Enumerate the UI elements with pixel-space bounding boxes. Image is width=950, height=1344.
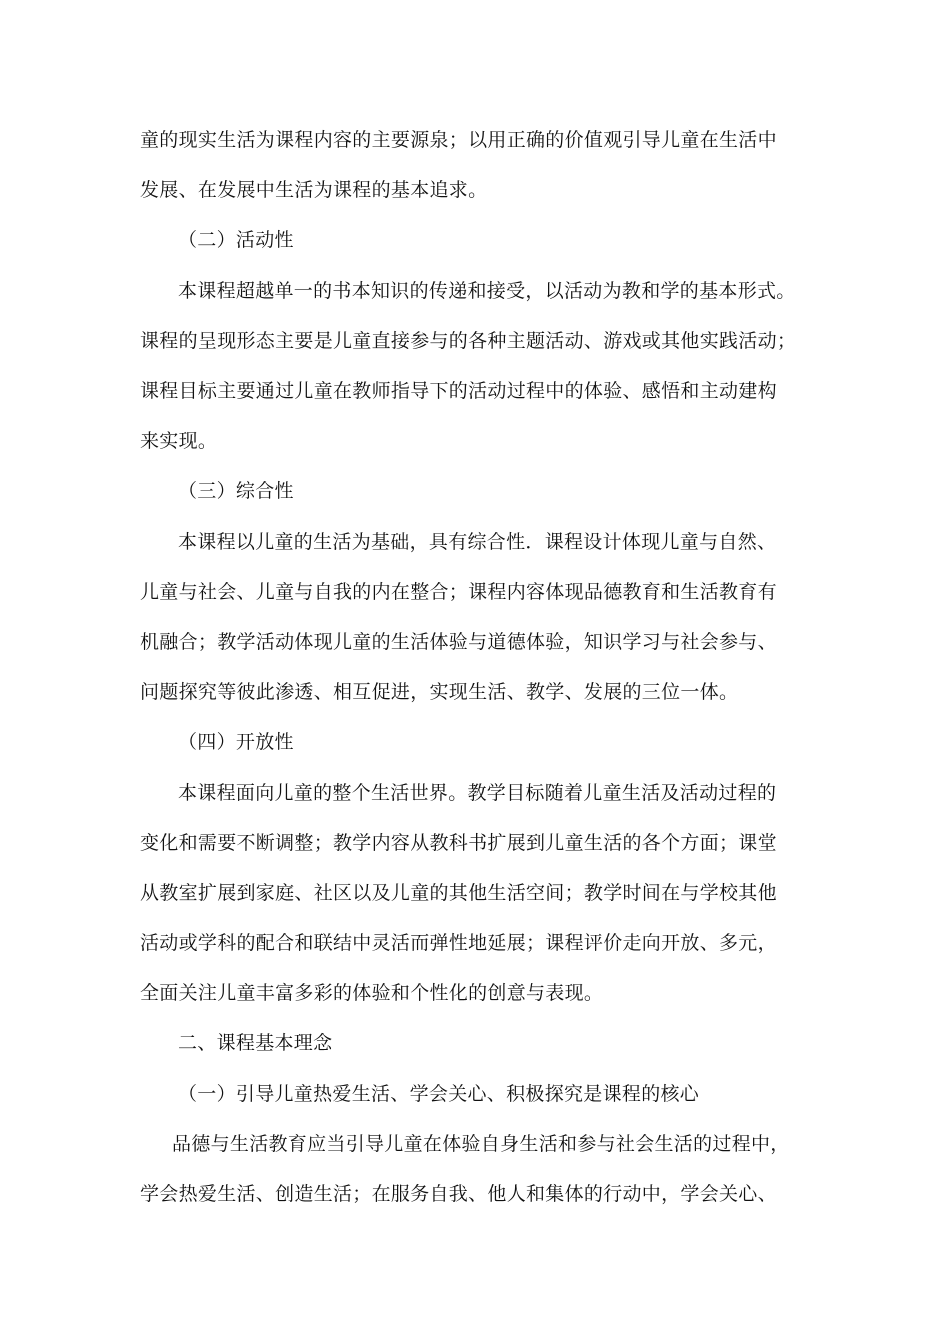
body-text-line: 儿童与社会、儿童与自我的内在整合；课程内容体现品德教育和生活教育有 bbox=[140, 581, 777, 603]
body-text-line: 本课程面向儿童的整个生活世界。教学目标随着儿童生活及活动过程的 bbox=[178, 782, 777, 804]
body-text-line: 童的现实生活为课程内容的主要源泉；以用正确的价值观引导儿童在生活中 bbox=[140, 129, 777, 151]
body-text-line: 课程目标主要通过儿童在教师指导下的活动过程中的体验、感悟和主动建构 bbox=[140, 380, 777, 402]
body-text-line: 课程的呈现形态主要是儿童直接参与的各种主题活动、游戏或其他实践活动； bbox=[140, 330, 797, 352]
body-text-line: 从教室扩展到家庭、社区以及儿童的其他生活空间；教学时间在与学校其他 bbox=[140, 882, 777, 904]
body-text-line: 本课程超越单一的书本知识的传递和接受，以活动为教和学的基本形式。 bbox=[178, 280, 796, 302]
body-text-line: 全面关注儿童丰富多彩的体验和个性化的创意与表现。 bbox=[140, 982, 604, 1004]
body-text-line: 本课程以儿童的生活为基础，具有综合性．课程设计体现儿童与自然、 bbox=[178, 531, 777, 553]
body-text-line: 学会热爱生活、创造生活；在服务自我、他人和集体的行动中，学会关心、 bbox=[140, 1183, 777, 1205]
subsection-heading: （一）引导儿童热爱生活、学会关心、积极探究是课程的核心 bbox=[178, 1083, 700, 1105]
section-heading: 二、课程基本理念 bbox=[178, 1032, 333, 1054]
body-text-line: 来实现。 bbox=[140, 430, 218, 452]
body-text-line: 品德与生活教育应当引导儿童在体验自身生活和参与社会生活的过程中， bbox=[172, 1133, 790, 1155]
section-heading: （四）开放性 bbox=[178, 731, 294, 753]
body-text-line: 发展、在发展中生活为课程的基本追求。 bbox=[140, 179, 488, 201]
body-text-line: 变化和需要不断调整；教学内容从教科书扩展到儿童生活的各个方面；课堂 bbox=[140, 832, 777, 854]
section-heading: （二）活动性 bbox=[178, 229, 294, 251]
body-text-line: 问题探究等彼此渗透、相互促进，实现生活、教学、发展的三位一体。 bbox=[140, 681, 739, 703]
section-heading: （三）综合性 bbox=[178, 480, 294, 502]
body-text-line: 机融合；教学活动体现儿童的生活体验与道德体验，知识学习与社会参与、 bbox=[140, 631, 777, 653]
body-text-line: 活动或学科的配合和联结中灵活而弹性地延展；课程评价走向开放、多元， bbox=[140, 932, 777, 954]
